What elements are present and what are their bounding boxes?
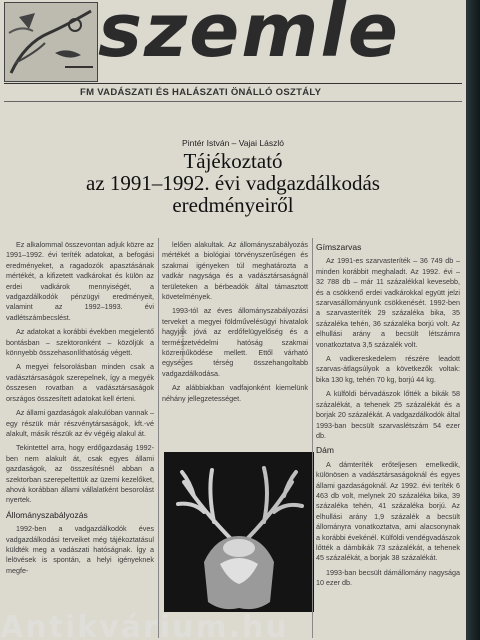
column-divider: [158, 238, 159, 638]
department-subtitle: FM VADÁSZATI ÉS HALÁSZATI ÖNÁLLÓ OSZTÁLY: [80, 87, 322, 98]
paragraph: Ez alkalommal összevontan adjuk közre az 1991–1992. évi teríték adatokat, a befogási eredményeket, a ragadozók apasztásának mértékét, a kifizetett vadkárokat és külön az erdei vadkárok mennyiségét, a vadgazdálkodók pénzügyi eredményeit, valamint az 1992–1993. évi vadlétszámbecslést.: [6, 240, 154, 322]
masthead-logo: [4, 2, 98, 82]
paragraph: lelően alakultak. Az állományszabályozás mértékét a biológiai törvényszerűségen és szakmai igényeken túl meghatározta a vadkár nagysága és a vadásztársaságnál területeken a bérbeadók által támasztott követelmények.: [162, 240, 308, 302]
watermark: Antikvárium.hu: [0, 610, 289, 640]
article-authors: Pintér István – Vajai László: [182, 138, 284, 148]
article-column-2: [162, 240, 308, 450]
antler-trophy-icon: [164, 452, 314, 612]
paragraph: 1993-ban becsült dámállomány nagysága 10 ezer db.: [316, 567, 460, 588]
binding-spine: [466, 0, 480, 640]
section-heading-dam: Dám: [316, 445, 334, 456]
title-line-2: az 1991–1992. évi vadgazdálkodás: [86, 171, 380, 195]
header-rule: [4, 83, 462, 84]
paragraph: Az alábbiakban vadfajonként kiemelünk néhány jellegzetességet.: [162, 383, 308, 403]
paragraph: A megyei felsorolásban minden csak a vadásztársaságok szerepelnek, így a megyék összesen rovatban a vadásztársaságok országos összesített adatokat kell érteni.: [6, 362, 154, 403]
paragraph: Tekintettel arra, hogy erdőgazdaság 1992-ben nem alakult át, csak egyes állami gazdaságok, az összesítésnél abban a szektorban szerepeltettük az üzemi kezelőket, ahová korábban állami vállalatként besorolást nyertek.: [6, 443, 154, 505]
paragraph: A vadkereskedelem részére leadott szarvas-átlagsúlyok a következők voltak: bika 130 kg, tehén 70 kg, borjú 44 kg.: [316, 354, 460, 384]
subtitle-rule: [4, 101, 462, 102]
paragraph: A külföldi bérvadászok lőtték a bikák 58 százalékát, a tehenek 25 százalékát és a borjak 20 százalékát. A vadgazdálkodók által 1993-ban becsült szarvaslétszám 54 ezer db.: [316, 389, 460, 440]
article-column-3: [316, 238, 460, 638]
title-line-3: eredményeiről: [172, 193, 294, 217]
trophy-photo: [164, 452, 314, 612]
paragraph: A dámteríték erőteljesen emelkedik, különösen a vadásztársaságoknál és egyes állami gazdaságoknál. Az 1992. évi teríték 6 463 db volt, melynek 20 százaléka bika, 39 százaléka tehén, 41 százaléka borjú. Az elhullási arány 1,9 százalék a becsült állományra vonatkoztatva, ami alacsonynak a korábbi évekénél. Külföldi vendégvadászok lőtték a dámbikák 73 százalékát, a tehenek 45 százalékát, a borjak 38 százalékát.: [316, 459, 460, 563]
paragraph: Az állami gazdaságok alakulóban vannak – egy részük már részvénytársaságok, kft.-vé alakult, másik részük az év végéig alakul át.: [6, 408, 154, 438]
photo-credit: Fotó: Kánya Ferenc: [180, 324, 185, 360]
title-line-1: Tájékoztató: [183, 149, 283, 173]
section-heading-allomany: Állományszabályozás: [6, 509, 88, 520]
paragraph: 1992-ben a vadgazdálkodók éves vadgazdálkodási terveiket még tájékoztatásul küldték meg a vadászati hatóságnak. Így a lelövések is spontán, a helyi igényeknek megfe-: [6, 524, 154, 575]
section-heading-gimszarvas: Gímszarvas: [316, 242, 362, 252]
column-divider: [312, 238, 313, 638]
logo-crest-icon: [5, 3, 97, 81]
masthead-title: szemle: [98, 0, 400, 74]
article-column-1: [6, 240, 154, 638]
paragraph: Az adatokat a korábbi években megjelentő bontásban – szektoronként – közöljük a könnyebb összehasonlíthatóság végett.: [6, 327, 154, 358]
article-title: [0, 150, 466, 216]
paragraph: Az 1991-es szarvasteríték – 36 749 db – minden korábbit meghaladt. Az 1992. évi – 32 788 db – már 11 százalékkal kevesebb, és a csökkenő erdei vadkárokkal együtt jelzi szarvasállományunk csökkenését. 1992-ben a szarvasteríték 29 százaléka bika, 35 százaléka tehén, 36 százaléka borjú volt. Az elhullási arány a becsült létszámra vonatkoztatva 3,5 százalék volt.: [316, 256, 460, 349]
paragraph: 1993-tól az éves állományszabályozási terveket a megyei földművelésügyi hivatalok hagyják jóvá az erdőfelügyelőség és a természetvédelmi hatóság szakmai közreműködése mellett. Ettől várható egységes térség összehangoltabb vadgazdálkodása.: [162, 306, 308, 378]
